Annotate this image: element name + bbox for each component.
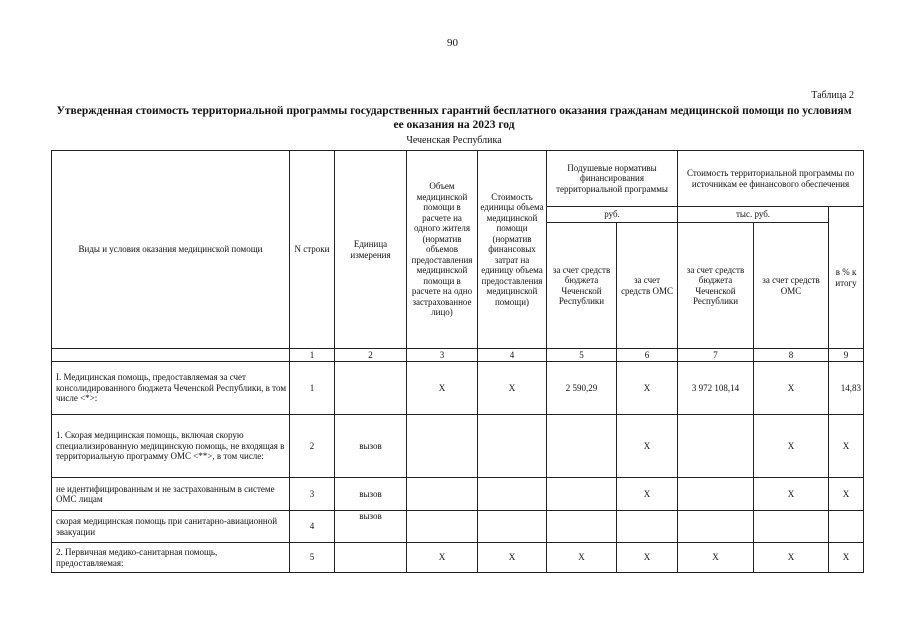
table-cell: Х xyxy=(754,362,829,415)
table-cell xyxy=(335,362,407,415)
header-oms-rub: за счет средств ОМС xyxy=(617,223,678,349)
table-row xyxy=(52,415,864,478)
table-cell: Х xyxy=(547,543,617,573)
table-cell xyxy=(754,511,829,543)
column-number: 1 xyxy=(290,349,335,362)
header-budget-thousand: за счет средств бюджета Чеченской Республики xyxy=(678,223,754,349)
table-cell: Х xyxy=(829,543,864,573)
table-cell xyxy=(678,415,754,478)
document-title: Утвержденная стоимость территориальной программы государственных гарантий бесплатного оказания гражданам медицинской помощи по условиям ее оказания на 2023 год xyxy=(56,105,852,131)
table-cell: Х xyxy=(407,362,478,415)
table-cell: Х xyxy=(754,415,829,478)
table-cell: 14,83 xyxy=(829,362,864,415)
table-row xyxy=(52,478,864,511)
table-cell: Х xyxy=(678,543,754,573)
table-cell: Х xyxy=(829,415,864,478)
page-number: 90 xyxy=(447,37,458,49)
table-cell: Х xyxy=(617,415,678,478)
table-cell: вызов xyxy=(335,511,407,543)
table-cell: 1 xyxy=(290,362,335,415)
table-cell: 5 xyxy=(290,543,335,573)
table-cell xyxy=(407,415,478,478)
table-cell: 2 xyxy=(290,415,335,478)
table-cell xyxy=(478,415,547,478)
table-cell xyxy=(478,511,547,543)
header-percent-total: в % к итогу xyxy=(829,207,864,349)
row-name: 1. Скорая медицинская помощь, включая скорую специализированную медицинскую помощь, не входящая в территориальную программу ОМС <**>, в том числе: xyxy=(52,415,290,478)
table-cell: Х xyxy=(478,362,547,415)
column-number: 7 xyxy=(678,349,754,362)
table-cell: вызов xyxy=(335,415,407,478)
table-cell: Х xyxy=(617,478,678,511)
table-cell: Х xyxy=(617,543,678,573)
table-cell xyxy=(829,511,864,543)
table-cell xyxy=(547,415,617,478)
header-service-type: Виды и условия оказания медицинской помощи xyxy=(52,151,290,349)
header-oms-thousand: за счет средств ОМС xyxy=(754,223,829,349)
table-cell xyxy=(407,511,478,543)
table-cell: Х xyxy=(617,362,678,415)
row-name: скорая медицинская помощь при санитарно-авиационной эвакуации xyxy=(52,511,290,543)
column-number: 6 xyxy=(617,349,678,362)
table-cell: 3 972 108,14 xyxy=(678,362,754,415)
table-cell: Х xyxy=(829,478,864,511)
table-cell: 3 xyxy=(290,478,335,511)
table-cell: 4 xyxy=(290,511,335,543)
table-cell xyxy=(335,543,407,573)
column-number: 5 xyxy=(547,349,617,362)
table-row xyxy=(52,543,864,573)
table-cell xyxy=(617,511,678,543)
header-row xyxy=(52,151,864,207)
column-number: 8 xyxy=(754,349,829,362)
column-number-row xyxy=(52,349,864,362)
cost-table xyxy=(51,150,864,573)
column-number: 4 xyxy=(478,349,547,362)
header-budget-rub: за счет средств бюджета Чеченской Республики xyxy=(547,223,617,349)
table-cell xyxy=(547,478,617,511)
header-program-cost: Стоимость территориальной программы по источникам ее финансового обеспечения xyxy=(678,151,864,207)
header-per-capita-norms: Подушевые нормативы финансирования территориальной программы xyxy=(547,151,678,207)
table-label: Таблица 2 xyxy=(811,90,854,101)
row-name: не идентифицированным и не застрахованным в системе ОМС лицам xyxy=(52,478,290,511)
table-cell xyxy=(407,478,478,511)
header-unit: Единица измерения xyxy=(335,151,407,349)
header-unit-rub: руб. xyxy=(547,207,678,223)
column-number: 9 xyxy=(829,349,864,362)
table-cell: 2 590,29 xyxy=(547,362,617,415)
header-line-number: N строки xyxy=(290,151,335,349)
column-number: 3 xyxy=(407,349,478,362)
header-unit-thousand-rub: тыс. руб. xyxy=(678,207,829,223)
table-cell: Х xyxy=(407,543,478,573)
table-row xyxy=(52,511,864,543)
table-cell: вызов xyxy=(335,478,407,511)
table-cell xyxy=(478,478,547,511)
table-row xyxy=(52,362,864,415)
table-cell xyxy=(678,478,754,511)
row-name: I. Медицинская помощь, предоставляемая за счет консолидированного бюджета Чеченской Республики, в том числе <*>: xyxy=(52,362,290,415)
table-cell xyxy=(547,511,617,543)
header-volume: Объем медицинской помощи в расчете на одного жителя (норматив объемов предоставления медицинской помощи в расчете на одно застрахованное лицо) xyxy=(407,151,478,349)
column-number: 2 xyxy=(335,349,407,362)
header-unit-cost: Стоимость единицы объема медицинской помощи (норматив финансовых затрат на единицу объема предоставления медицинской помощи) xyxy=(478,151,547,349)
table-cell: Х xyxy=(478,543,547,573)
region-label: Чеченская Республика xyxy=(406,135,502,146)
table-cell: Х xyxy=(754,543,829,573)
table-cell: Х xyxy=(754,478,829,511)
table-cell xyxy=(678,511,754,543)
row-name: 2. Первичная медико-санитарная помощь, предоставляемая: xyxy=(52,543,290,573)
